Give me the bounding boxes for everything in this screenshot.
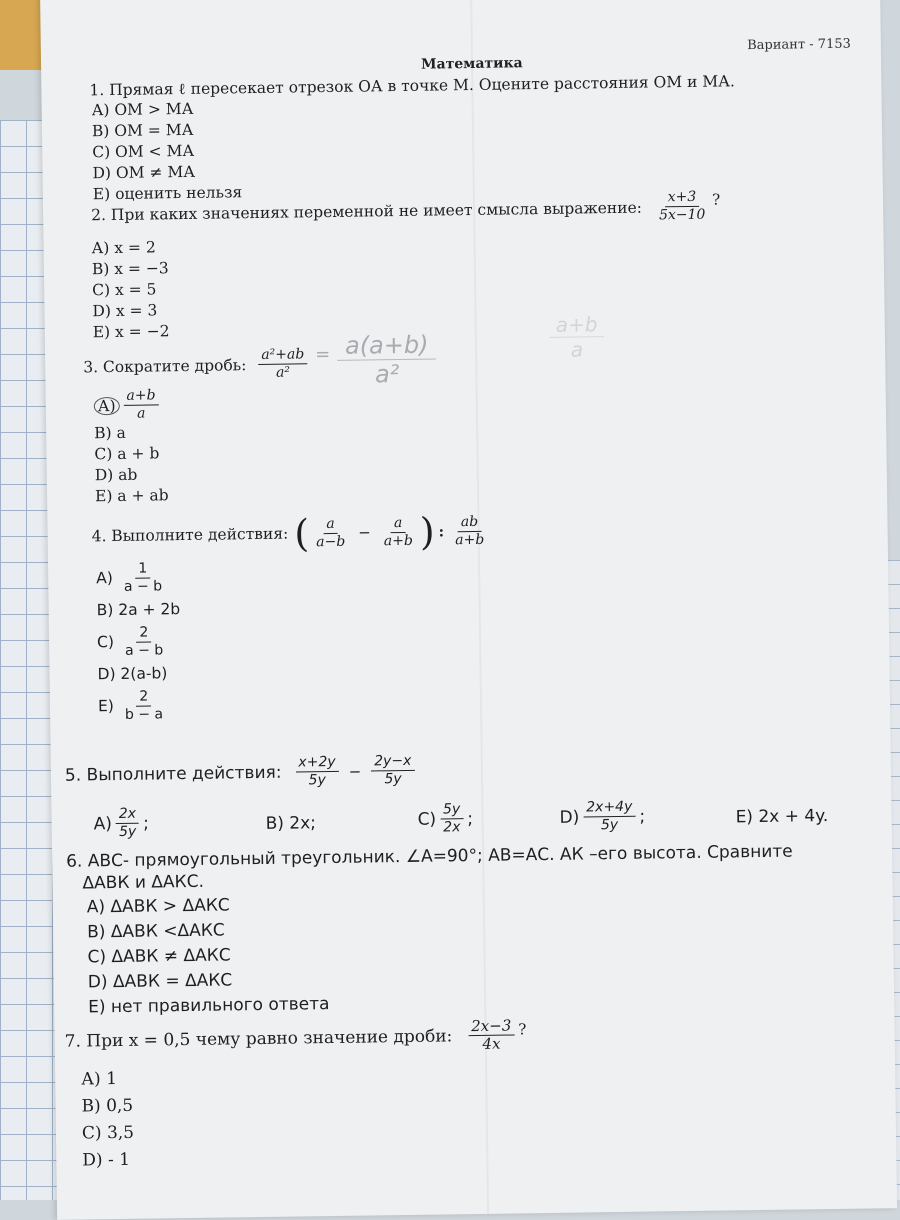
option-4a[interactable]: [96, 556, 492, 597]
option-7b[interactable]: В) 0,5: [81, 1095, 134, 1117]
option-2e[interactable]: Е) x = −2: [92, 322, 170, 342]
semicolon: ;: [639, 806, 646, 827]
variant-number: Вариант - 7153: [747, 36, 851, 54]
question-3: [83, 346, 313, 507]
option-4b[interactable]: В) 2a + 2b: [96, 600, 181, 620]
question-1-text: 1. Прямая ℓ пересекает отрезок ОА в точке М. Оцените расстояния ОМ и МА.: [89, 72, 735, 100]
fraction-denominator: 5y: [118, 823, 137, 840]
option-1b[interactable]: В) ОМ = МА: [91, 120, 194, 141]
semicolon: ;: [467, 808, 474, 829]
fraction-denominator: a − b: [123, 578, 163, 595]
question-mark: ?: [712, 190, 721, 209]
option-7c[interactable]: С) 3,5: [81, 1122, 135, 1144]
fraction-numerator: 1: [135, 561, 150, 579]
question-4: [91, 509, 493, 725]
option-4e[interactable]: [98, 684, 494, 725]
q5-fraction-2: [371, 753, 415, 789]
q5-fraction-1: [295, 754, 339, 790]
fraction-numerator: 2x−3: [468, 1017, 514, 1036]
q4-fraction-1: [313, 515, 349, 550]
option-label: С): [96, 633, 115, 652]
option-label: А): [93, 813, 113, 834]
option-3a[interactable]: [94, 385, 313, 423]
test-sheet: [40, 0, 897, 1220]
q4-fraction-3: [452, 513, 488, 548]
fraction-numerator: x+2y: [295, 754, 338, 773]
question-6: [66, 842, 795, 1021]
question-7-text: 7. При x = 0,5 чему равно значение дроби:: [64, 1025, 453, 1052]
fraction-numerator: a: [391, 514, 406, 532]
option-5d-fraction: [583, 799, 636, 835]
fraction-denominator: a²: [275, 364, 291, 381]
option-1d[interactable]: D) ОМ ≠ МА: [92, 162, 196, 183]
pencil-side-fraction: [550, 312, 604, 362]
pencil-side-numerator: a+b: [550, 312, 604, 338]
option-2d[interactable]: D) x = 3: [92, 301, 158, 321]
option-6c[interactable]: С) ΔАВК ≠ ΔАКС: [87, 945, 231, 968]
question-5-text: 5. Выполните действия:: [64, 762, 282, 786]
fraction-denominator: 5y: [308, 772, 326, 789]
fraction-numerator: ab: [458, 513, 482, 531]
fraction-numerator: a: [323, 515, 338, 533]
fraction-numerator: 2x: [116, 806, 139, 824]
question-2: [91, 189, 722, 344]
fraction-denominator: 4x: [482, 1034, 501, 1053]
option-4c[interactable]: [97, 620, 493, 661]
option-2b[interactable]: В) x = −3: [91, 259, 169, 279]
q4-fraction-2: [380, 514, 416, 549]
pencil-side-denominator: a: [570, 337, 584, 362]
fraction-denominator: 5y: [600, 817, 619, 834]
question-4-text: 4. Выполните действия:: [91, 524, 289, 546]
fraction-numerator: 2: [136, 689, 151, 707]
option-5c-fraction: [440, 801, 464, 836]
fraction-denominator: 5x−10: [658, 206, 706, 224]
option-3d[interactable]: D) ab: [94, 465, 138, 485]
option-3e[interactable]: Е) a + ab: [94, 486, 169, 506]
option-4e-fraction: [122, 688, 167, 724]
semicolon: ;: [142, 813, 149, 834]
fraction-numerator: 5y: [440, 801, 463, 819]
option-label: А): [96, 569, 113, 588]
fraction-denominator: b − a: [124, 706, 164, 723]
option-3b[interactable]: В) a: [94, 423, 126, 443]
option-6e[interactable]: Е) нет правильного ответа: [88, 994, 330, 1018]
minus-sign: −: [348, 762, 362, 781]
option-5b[interactable]: В) 2x;: [265, 813, 317, 834]
q7-fraction: [468, 1017, 515, 1053]
fraction-denominator: a+b: [455, 531, 485, 548]
colon-sign: :: [438, 522, 445, 541]
option-5a-fraction: [116, 806, 140, 841]
open-paren: (: [293, 511, 310, 556]
fraction-numerator: a²+ab: [258, 346, 307, 365]
question-6-text-line1: 6. АВС- прямоугольный треугольник. ∠А=90°; АВ=АС. АК –его высота. Сравните: [66, 841, 793, 872]
option-5c[interactable]: [417, 801, 473, 837]
pencil-numerator: a(a+b): [337, 331, 437, 361]
fraction-denominator: a: [136, 405, 146, 422]
question-mark: ?: [518, 1019, 527, 1038]
option-6d[interactable]: D) ΔАВК = ΔАКС: [87, 970, 233, 993]
option-5e[interactable]: Е) 2x + 4y.: [735, 806, 829, 828]
option-1a[interactable]: А) ОМ > МА: [91, 99, 194, 120]
fraction-numerator: 2y−x: [371, 753, 414, 772]
close-paren: ): [419, 509, 435, 554]
fraction-numerator: x+3: [665, 189, 700, 207]
question-6-text-line2: ΔАВК и ΔАКС.: [82, 871, 205, 894]
fraction-numerator: 2: [136, 625, 151, 643]
option-7d[interactable]: D) - 1: [82, 1149, 131, 1171]
option-label: Е): [97, 697, 114, 716]
question-1: [89, 72, 736, 205]
question-3-text: 3. Сократите дробь:: [83, 355, 247, 376]
pencil-equals: =: [314, 343, 331, 366]
fraction-numerator: a+b: [123, 387, 158, 405]
fraction-denominator: a+b: [383, 532, 413, 549]
option-4c-fraction: [122, 624, 167, 660]
question-2-fraction: [656, 189, 709, 225]
question-2-text: 2. При каких значениях переменной не имеет смысла выражение:: [91, 198, 643, 224]
option-1c[interactable]: С) ОМ < МА: [92, 141, 195, 162]
question-3-fraction: [258, 346, 307, 382]
pencil-fraction: [337, 331, 437, 389]
pencil-denominator: a²: [374, 360, 400, 389]
option-4d[interactable]: D) 2(a-b): [97, 664, 168, 684]
fraction-denominator: a − b: [124, 642, 164, 659]
fraction-denominator: 2x: [443, 819, 461, 836]
option-1e[interactable]: Е) оценить нельзя: [92, 183, 243, 204]
option-2a[interactable]: А) x = 2: [91, 238, 156, 258]
option-5a[interactable]: [93, 806, 149, 842]
option-5d[interactable]: [559, 799, 645, 835]
minus-sign: −: [358, 523, 371, 542]
option-3c[interactable]: С) a + b: [94, 444, 160, 464]
fraction-denominator: a−b: [316, 533, 346, 550]
option-4a-fraction: [121, 560, 166, 596]
option-label: D): [559, 807, 580, 828]
subject-title: Математика: [420, 55, 523, 73]
option-3a-fraction: [123, 387, 159, 422]
fraction-numerator: 2x+4y: [583, 799, 635, 818]
option-label: С): [417, 809, 437, 830]
option-6b[interactable]: В) ΔАВК <ΔАКС: [87, 920, 225, 943]
option-label-circled: А): [94, 396, 120, 414]
question-7: [64, 1017, 528, 1174]
fraction-denominator: 5y: [384, 771, 402, 788]
option-2c[interactable]: С) x = 5: [92, 280, 157, 300]
question-5: [65, 747, 866, 853]
option-7a[interactable]: А) 1: [81, 1069, 118, 1090]
option-6a[interactable]: А) ΔАВК > ΔАКС: [86, 895, 230, 918]
